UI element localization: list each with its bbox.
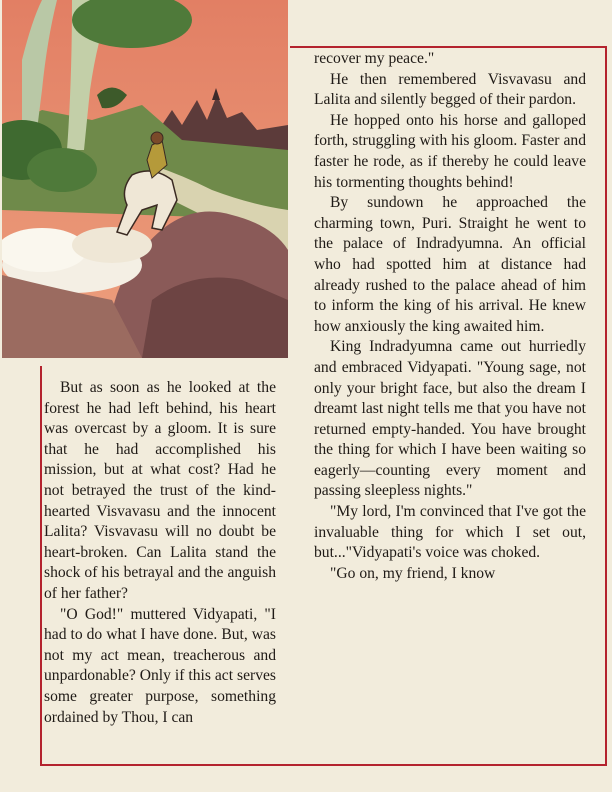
frame-rule-top bbox=[290, 46, 607, 48]
paragraph: "O God!" muttered Vidyapati, "I had to do what I have done. But, was not my act mean, treacherous and unpardonable? Only if this act serves some greater purpose, something ordained by Thou, I can bbox=[44, 605, 276, 726]
paragraph: King Indradyumna came out hurriedly and embraced Vidyapati. "Young sage, not only your bright face, but also the dream I dreamt last night tells me that you have not returned empty-handed. You have brought the thing for which I have been waiting so eagerly—counting every moment and passing sleepless nights." bbox=[314, 338, 586, 500]
frame-rule-left bbox=[40, 366, 42, 764]
left-text-column bbox=[44, 378, 276, 728]
paragraph: "My lord, I'm convinced that I've got the invaluable thing for which I set out, but..."Vidyapati's voice was choked. bbox=[314, 503, 586, 562]
right-text-column bbox=[314, 49, 586, 584]
paragraph: By sundown he approached the charming town, Puri. Straight he went to the palace of Indradyumna. An official who had spotted him at distance had already rushed to the palace ahead of him to inform the king of his arrival. He knew how anxiously the king awaited him. bbox=[314, 194, 586, 335]
paragraph: "Go on, my friend, I know bbox=[330, 564, 496, 582]
frame-rule-bottom bbox=[40, 764, 607, 766]
paragraph: He hopped onto his horse and galloped forth, struggling with his gloom. Faster and faster he rode, as if thereby he could leave his tormenting thoughts behind! bbox=[314, 111, 586, 191]
horseman-illustration bbox=[2, 0, 288, 358]
paragraph: He then remembered Visvavasu and Lalita and silently begged of their pardon. bbox=[314, 70, 586, 109]
frame-rule-right bbox=[605, 46, 607, 766]
paragraph: recover my peace." bbox=[314, 50, 435, 67]
paragraph: But as soon as he looked at the forest he had left behind, his heart was overcast by a gloom. It is sure that he had accomplished his mission, but at what cost? Had he not betrayed the trust of the kind-hearted Visvavasu and the innocent Lalita? Visvavasu will no doubt be heart-broken. Can Lalita stand the shock of his betrayal and the anguish of her father? bbox=[44, 379, 276, 602]
